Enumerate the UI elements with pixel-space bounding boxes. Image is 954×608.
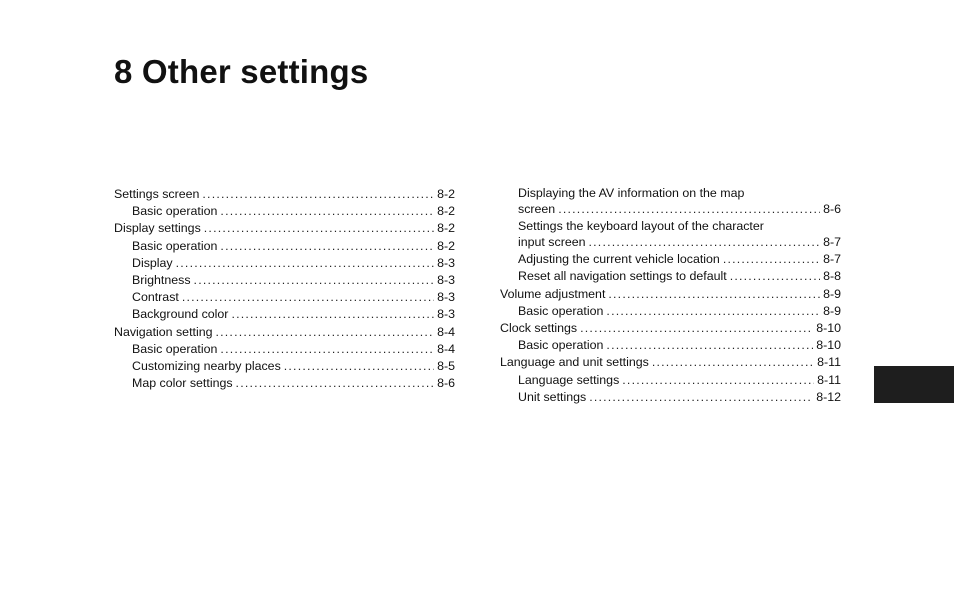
- toc-entry-text: Language settings: [518, 372, 620, 387]
- toc-page-number: 8-11: [817, 372, 841, 387]
- toc-entry[interactable]: [500, 337, 841, 354]
- toc-page-number: 8-4: [437, 341, 455, 356]
- toc-entry[interactable]: [114, 341, 455, 358]
- toc-entry-first-line: Displaying the AV information on the map: [518, 186, 745, 200]
- toc-page-number: 8-3: [437, 290, 455, 305]
- toc-entry[interactable]: [500, 268, 841, 285]
- toc-page-number: 8-3: [437, 273, 455, 288]
- toc-entry[interactable]: [114, 289, 455, 306]
- toc-page-number: 8-3: [437, 307, 455, 322]
- toc-column-right: [500, 186, 841, 406]
- toc-page-number: 8-3: [437, 255, 455, 270]
- toc-entry-text: Clock settings: [500, 321, 578, 336]
- toc-page-number: 8-4: [437, 324, 455, 339]
- toc-entry[interactable]: [114, 255, 455, 272]
- toc-page-number: 8-7: [823, 252, 841, 267]
- toc-entry-text: Settings screen: [114, 187, 200, 201]
- toc-entry-text: Reset all navigation settings to default: [518, 269, 727, 284]
- toc-entry[interactable]: [500, 354, 841, 371]
- toc-leader-dots: [608, 286, 820, 303]
- toc-entry-text: Basic operation: [518, 303, 604, 318]
- toc-page-number: 8-10: [816, 338, 841, 353]
- toc-leader-dots: [202, 186, 434, 203]
- toc-entry-text: screen: [518, 202, 556, 217]
- toc-page-number: 8-7: [823, 235, 841, 250]
- toc-page-number: 8-9: [823, 286, 841, 301]
- toc-page-number: 8-6: [437, 376, 455, 391]
- toc-entry[interactable]: [500, 303, 841, 320]
- toc-page-number: 8-5: [437, 359, 455, 374]
- chapter-thumb-tab: [874, 366, 954, 403]
- toc-leader-dots: [194, 272, 435, 289]
- toc-leader-dots: [182, 289, 434, 306]
- toc-entry-text: Basic operation: [518, 338, 604, 353]
- toc-entry-text: Display settings: [114, 221, 201, 236]
- toc-entry-text: Display: [132, 255, 173, 270]
- toc-page-number: 8-2: [437, 221, 455, 236]
- toc-entry-text: Volume adjustment: [500, 286, 606, 301]
- toc-entry[interactable]: [500, 389, 841, 406]
- toc-entry-text: Map color settings: [132, 376, 233, 391]
- toc-leader-dots: [622, 372, 814, 389]
- toc-entry-multiline[interactable]: [500, 219, 841, 252]
- toc-leader-dots: [236, 375, 435, 392]
- toc-entry[interactable]: [114, 203, 455, 220]
- toc-entry[interactable]: [114, 358, 455, 375]
- toc-entry[interactable]: [114, 306, 455, 323]
- toc-entry[interactable]: [114, 375, 455, 392]
- toc-leader-dots: [723, 251, 820, 268]
- toc-entry[interactable]: [114, 272, 455, 289]
- toc-leader-dots: [652, 354, 814, 371]
- toc-page-number: 8-6: [823, 202, 841, 217]
- toc-column-left: [114, 186, 455, 392]
- toc-entry-text: Customizing nearby places: [132, 359, 281, 374]
- toc-page-number: 8-8: [823, 269, 841, 284]
- toc-leader-dots: [284, 358, 434, 375]
- toc-leader-dots: [606, 303, 820, 320]
- toc-entry-first-line: Settings the keyboard layout of the character: [518, 218, 764, 233]
- toc-leader-dots: [220, 238, 434, 255]
- toc-entry[interactable]: [114, 324, 455, 341]
- toc-leader-dots: [589, 234, 821, 251]
- toc-entry-text: input screen: [518, 235, 586, 250]
- toc-page-number: 8-11: [817, 355, 841, 370]
- toc-entry[interactable]: [114, 238, 455, 255]
- toc-leader-dots: [589, 389, 813, 406]
- toc-leader-dots: [220, 341, 434, 358]
- toc-page-number: 8-12: [816, 389, 841, 404]
- toc-leader-dots: [204, 220, 434, 237]
- toc-page-number: 8-2: [437, 204, 455, 219]
- toc-leader-dots: [176, 255, 434, 272]
- toc-entry: [500, 234, 841, 251]
- toc-entry[interactable]: [500, 320, 841, 337]
- toc-page-number: 8-9: [823, 303, 841, 318]
- toc-entry[interactable]: [500, 372, 841, 389]
- toc-leader-dots: [580, 320, 813, 337]
- toc-entry-text: Language and unit settings: [500, 355, 649, 370]
- toc-entry-multiline[interactable]: [500, 186, 841, 219]
- toc-entry[interactable]: [500, 286, 841, 303]
- toc-entry[interactable]: [114, 186, 455, 203]
- toc-entry-text: Brightness: [132, 273, 191, 288]
- toc-page-number: 8-10: [816, 321, 841, 336]
- toc-page-number: 8-2: [437, 187, 455, 201]
- toc-leader-dots: [220, 203, 434, 220]
- toc-entry-text: Basic operation: [132, 238, 218, 253]
- chapter-title: 8 Other settings: [114, 53, 369, 90]
- toc-entry-text: Unit settings: [518, 389, 587, 404]
- toc-leader-dots: [558, 201, 820, 218]
- toc-entry: [500, 201, 841, 218]
- toc-leader-dots: [216, 324, 435, 341]
- toc-page-number: 8-2: [437, 238, 455, 253]
- toc-entry-text: Basic operation: [132, 204, 218, 219]
- toc-entry-text: Background color: [132, 307, 229, 322]
- toc-leader-dots: [606, 337, 813, 354]
- toc-entry-text: Contrast: [132, 290, 179, 305]
- toc-entry-text: Navigation setting: [114, 324, 213, 339]
- toc-entry-text: Basic operation: [132, 341, 218, 356]
- toc-entry[interactable]: [114, 220, 455, 237]
- toc-entry-text: Adjusting the current vehicle location: [518, 252, 720, 267]
- toc-leader-dots: [231, 306, 434, 323]
- toc-leader-dots: [730, 268, 820, 285]
- toc-entry[interactable]: [500, 251, 841, 268]
